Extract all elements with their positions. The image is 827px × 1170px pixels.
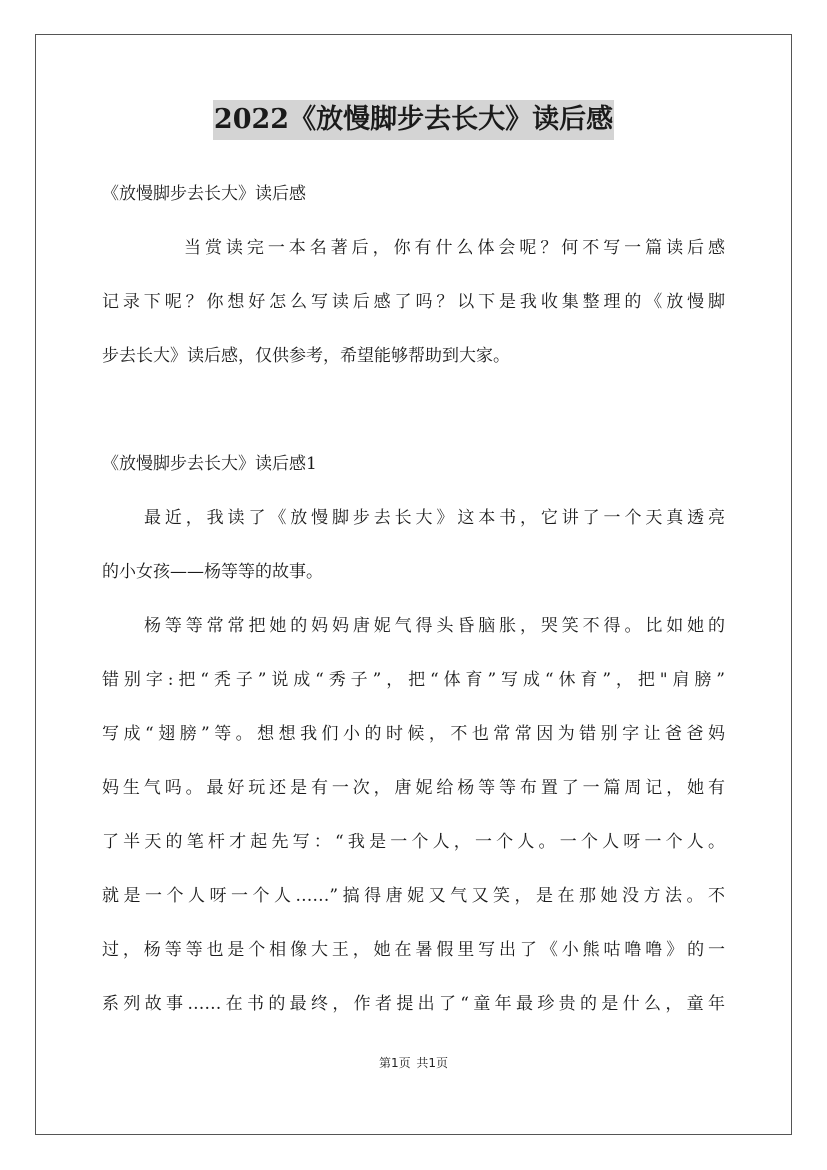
para2-line-5: 了半天的笔杆才起先写：“我是一个人，一个人。一个人呀一个人。 [102,832,725,852]
para2-line-2: 错别字:把“秃子”说成“秀子”，把“体育”写成“休育”，把"肩膀” [102,670,725,690]
page-footer [0,1054,827,1071]
intro-line-2: 记录下呢？你想好怎么写读后感了吗？以下是我收集整理的《放慢脚 [102,292,725,312]
section-heading: 《放慢脚步去长大》读后感1 [102,454,317,474]
para1-line-1: 最近，我读了《放慢脚步去长大》这本书，它讲了一个天真透亮 [144,508,725,528]
document-title: 2022《放慢脚步去长大》读后感 [213,100,614,140]
para2-line-3: 写成“翅膀”等。想想我们小的时候，不也常常因为错别字让爸爸妈 [102,724,725,744]
para2-line-6: 就是一个人呀一个人……”搞得唐妮又气又笑，是在那她没方法。不 [102,886,725,906]
para1-line-2: 的小女孩——杨等等的故事。 [102,562,323,582]
document-subtitle: 《放慢脚步去长大》读后感 [102,184,306,204]
para2-line-1: 杨等等常常把她的妈妈唐妮气得头昏脑胀，哭笑不得。比如她的 [144,616,725,636]
page-number: 第1页 [378,1056,411,1070]
title-wrap [0,100,827,140]
intro-line-3: 步去长大》读后感，仅供参考，希望能够帮助到大家。 [102,346,510,366]
intro-line-1: 当赏读完一本名著后，你有什么体会呢？何不写一篇读后感 [184,238,725,258]
para2-line-7: 过，杨等等也是个相像大王，她在暑假里写出了《小熊咕噜噜》的一 [102,940,725,960]
para2-line-8: 系列故事……在书的最终，作者提出了“童年最珍贵的是什么，童年 [102,994,725,1014]
para2-line-4: 妈生气吗。最好玩还是有一次，唐妮给杨等等布置了一篇周记，她有 [102,778,725,798]
total-pages: 共1页 [416,1056,449,1070]
